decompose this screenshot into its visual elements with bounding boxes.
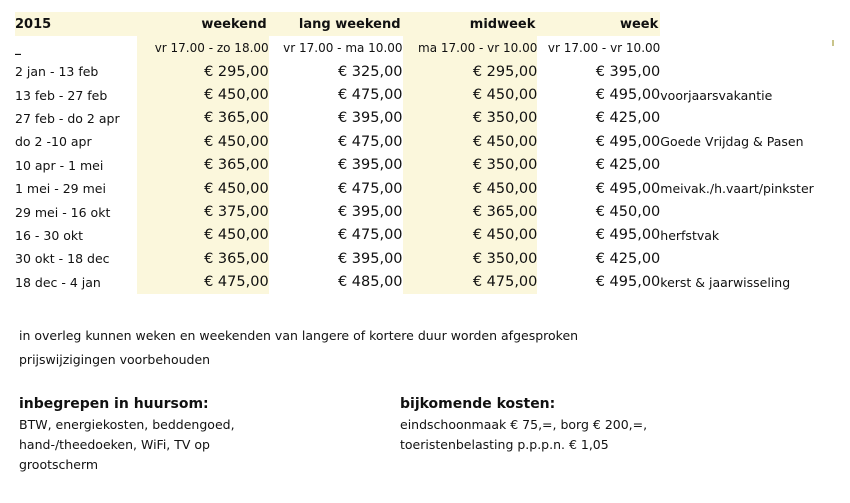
price-cell: € 450,00 bbox=[137, 130, 269, 153]
included-list bbox=[19, 415, 235, 475]
price-cell: € 495,00 bbox=[595, 227, 661, 244]
extra-costs-list bbox=[400, 415, 647, 455]
price-cell: € 350,00 bbox=[403, 154, 538, 177]
period-cell: 27 feb - do 2 apr bbox=[15, 110, 120, 126]
time-midweek: ma 17.00 - vr 10.00 bbox=[403, 36, 538, 60]
table-header-row bbox=[15, 12, 850, 36]
price-cell: € 425,00 bbox=[595, 110, 661, 127]
period-note bbox=[660, 154, 850, 177]
price-cell: € 350,00 bbox=[403, 107, 538, 130]
price-cell: € 495,00 bbox=[595, 87, 661, 104]
price-cell: € 295,00 bbox=[403, 60, 538, 83]
price-cell: € 365,00 bbox=[403, 200, 538, 223]
table-row bbox=[15, 154, 850, 177]
table-row bbox=[15, 107, 850, 130]
time-lang-weekend: vr 17.00 - ma 10.00 bbox=[283, 41, 403, 55]
price-cell: € 450,00 bbox=[403, 224, 538, 247]
period-note: kerst & jaarwisseling bbox=[660, 274, 791, 290]
price-cell: € 495,00 bbox=[595, 180, 661, 197]
included-line: grootscherm bbox=[19, 457, 99, 472]
flexible-duration-note: in overleg kunnen weken en weekenden van langere of kortere duur worden afgesproken bbox=[19, 328, 579, 343]
price-cell: € 395,00 bbox=[337, 110, 403, 127]
table-row bbox=[15, 83, 850, 106]
price-cell: € 395,00 bbox=[337, 250, 403, 267]
price-cell: € 425,00 bbox=[595, 250, 661, 267]
included-heading: inbegrepen in huursom: bbox=[19, 396, 209, 412]
price-cell: € 395,00 bbox=[595, 63, 661, 80]
period-note bbox=[660, 107, 850, 130]
table-row bbox=[15, 247, 850, 270]
column-week: week bbox=[537, 12, 660, 36]
price-cell: € 350,00 bbox=[403, 247, 538, 270]
period-cell: 30 okt - 18 dec bbox=[15, 251, 110, 267]
period-cell: 13 feb - 27 feb bbox=[15, 87, 108, 103]
column-lang-weekend: lang weekend bbox=[269, 12, 403, 36]
price-cell: € 475,00 bbox=[403, 271, 538, 294]
price-cell: € 450,00 bbox=[403, 130, 538, 153]
extra-costs-line: eindschoonmaak € 75,=, borg € 200,=, bbox=[400, 417, 648, 432]
period-note: voorjaarsvakantie bbox=[660, 87, 773, 103]
price-cell: € 450,00 bbox=[137, 177, 269, 200]
price-cell: € 475,00 bbox=[137, 271, 269, 294]
price-cell: € 375,00 bbox=[137, 200, 269, 223]
period-note: Goede Vrijdag & Pasen bbox=[660, 134, 804, 150]
time-week: vr 17.00 - vr 10.00 bbox=[547, 41, 661, 55]
table-row bbox=[15, 224, 850, 247]
period-cell: 1 mei - 29 mei bbox=[15, 181, 106, 197]
period-note: meivak./h.vaart/pinkster bbox=[660, 181, 814, 197]
column-midweek: midweek bbox=[403, 12, 538, 36]
price-cell: € 450,00 bbox=[403, 177, 538, 200]
table-times-row bbox=[15, 36, 850, 60]
price-cell: € 365,00 bbox=[137, 247, 269, 270]
period-cell: 16 - 30 okt bbox=[15, 227, 84, 243]
column-weekend: weekend bbox=[137, 12, 269, 36]
price-cell: € 395,00 bbox=[337, 204, 403, 221]
period-cell: 2 jan - 13 feb bbox=[15, 64, 99, 80]
period-cell: 29 mei - 16 okt bbox=[15, 204, 111, 220]
price-cell: € 450,00 bbox=[137, 224, 269, 247]
price-cell: € 495,00 bbox=[595, 133, 661, 150]
price-cell: € 475,00 bbox=[337, 87, 403, 104]
price-cell: € 475,00 bbox=[337, 133, 403, 150]
year-label: 2015 bbox=[15, 12, 137, 36]
table-row bbox=[15, 130, 850, 153]
price-cell: € 475,00 bbox=[337, 180, 403, 197]
price-cell: € 425,00 bbox=[595, 157, 661, 174]
scan-mark bbox=[832, 40, 834, 46]
price-cell: € 485,00 bbox=[337, 274, 403, 291]
table-row bbox=[15, 200, 850, 223]
price-cell: € 365,00 bbox=[137, 107, 269, 130]
price-cell: € 475,00 bbox=[337, 227, 403, 244]
price-cell: € 325,00 bbox=[337, 63, 403, 80]
table-row bbox=[15, 177, 850, 200]
table-row bbox=[15, 271, 850, 294]
price-cell: € 450,00 bbox=[137, 83, 269, 106]
period-cell: 10 apr - 1 mei bbox=[15, 157, 104, 173]
price-cell: € 395,00 bbox=[337, 157, 403, 174]
period-note bbox=[660, 60, 850, 83]
period-note bbox=[660, 200, 850, 223]
period-cell: do 2 -10 apr bbox=[15, 134, 92, 150]
included-line: BTW, energiekosten, beddengoed, bbox=[19, 417, 235, 432]
included-line: hand-/theedoeken, WiFi, TV op bbox=[19, 437, 210, 452]
time-weekend: vr 17.00 - zo 18.00 bbox=[137, 36, 269, 60]
period-note: herfstvak bbox=[660, 227, 720, 243]
price-cell: € 450,00 bbox=[403, 83, 538, 106]
price-cell: € 365,00 bbox=[137, 154, 269, 177]
price-table bbox=[15, 12, 850, 294]
period-note bbox=[660, 247, 850, 270]
price-cell: € 495,00 bbox=[595, 274, 661, 291]
times-row-label: _ bbox=[15, 41, 21, 55]
extra-costs-line: toeristenbelasting p.p.p.n. € 1,05 bbox=[400, 437, 609, 452]
extra-costs-heading: bijkomende kosten: bbox=[400, 396, 556, 412]
price-change-note: prijswijzigingen voorbehouden bbox=[19, 352, 211, 367]
table-row bbox=[15, 60, 850, 83]
period-cell: 18 dec - 4 jan bbox=[15, 274, 101, 290]
price-cell: € 450,00 bbox=[595, 204, 661, 221]
price-cell: € 295,00 bbox=[137, 60, 269, 83]
